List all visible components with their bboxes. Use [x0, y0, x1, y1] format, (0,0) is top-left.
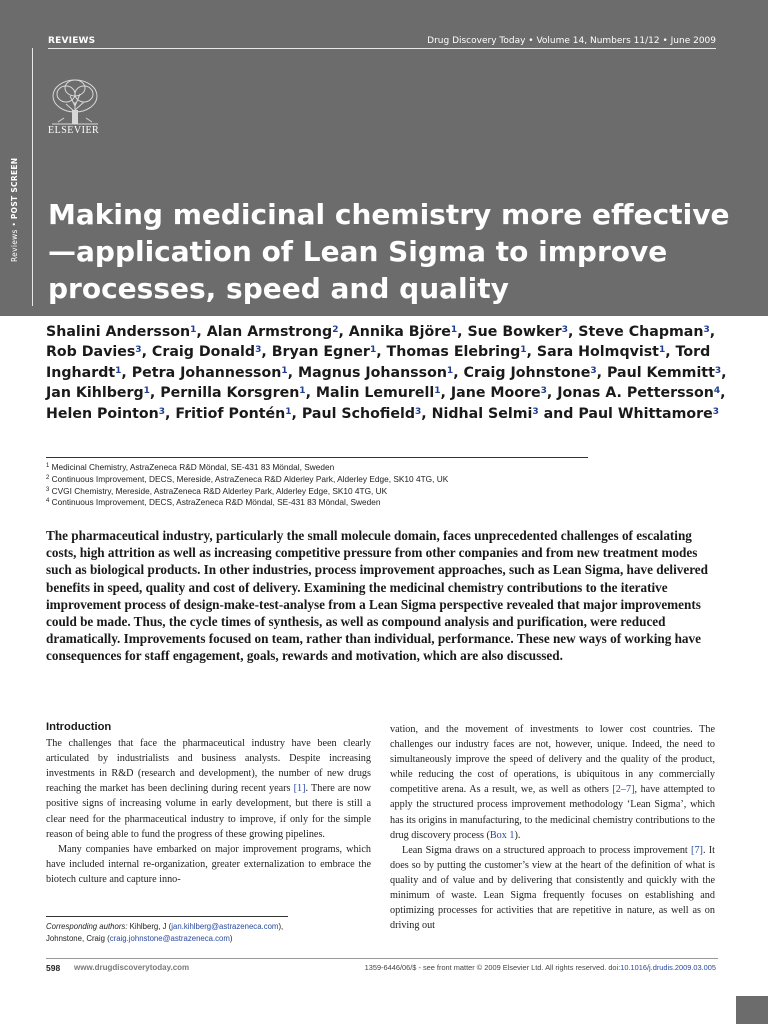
footer-rule [46, 958, 718, 959]
author-name: Craig Johnstone [463, 364, 591, 381]
author-affiliation-marker[interactable]: 1 [369, 345, 377, 356]
page-number: 598 [46, 963, 61, 973]
correspondence-text: ), [278, 922, 284, 931]
author-name: Thomas Elebring [386, 344, 521, 361]
author-affiliation-marker[interactable]: 3 [540, 386, 547, 397]
author-name: Helen Pointon [46, 405, 159, 422]
author-name: Steve Chapman [578, 324, 704, 340]
author-name: Tord Inghardt [46, 344, 711, 381]
author-affiliation-marker[interactable]: 3 [532, 406, 539, 417]
author-affiliation-marker[interactable]: 3 [561, 325, 568, 335]
body-column-left [46, 720, 371, 887]
affiliation-text: Medicinal Chemistry, AstraZeneca R&D Möndal, SE-431 83 Möndal, Sweden [49, 462, 335, 472]
author-name: Shalini Andersson [46, 324, 191, 340]
author-name: Annika Björe [348, 324, 451, 340]
author-affiliation-marker[interactable]: 3 [714, 365, 722, 376]
affiliation-text: CVGI Chemistry, Mereside, AstraZeneca R&D Alderley Park, Alderley Edge, SK10 4TG, UK [49, 485, 388, 496]
affiliation-item [46, 486, 606, 498]
header-vertical-rule [32, 48, 33, 306]
author-name: Craig Donald [151, 344, 256, 361]
side-label-bold: POST SCREEN [10, 157, 19, 220]
citation-link[interactable]: [7] [691, 844, 703, 856]
email-link[interactable]: craig.johnstone@astrazeneca.com [109, 934, 230, 943]
author-name: Sara Holmqvist [536, 344, 659, 361]
side-section-label [10, 158, 19, 262]
author-list: Shalini Andersson$^1$, Alan Armstrong$^2$, Annika Björe$^1$, Sue Bowker$^3$, Steve Chapman$^3$, Rob Davies$^3$, Craig Donald$^3$, Bryan Egner$^1$, Thomas Elebring$^1$, Sara Holmqvist$^1$, Tord Inghardt$^1$, Petra Johannesson$^1$, Magnus Johansson$^1$, Craig Johnstone$^3$, Paul Kemmitt$^3$, Jan Kihlberg$^1$, Pernilla Korsgren$^1$, Malin Lemurell$^1$, Jane Moore$^3$, Jonas A. Pettersson$^4$, Helen Pointon$^3$, Fritiof Pontén$^1$, Paul Schofield$^3$, Nidhal Selmi$^3$ and Paul Whittamore$^3$ [46, 324, 727, 422]
email-link[interactable]: jan.kihlberg@astrazeneca.com [171, 922, 279, 931]
corner-tab [736, 996, 768, 1024]
affiliation-rule [46, 457, 588, 458]
author-affiliation-marker[interactable]: 1 [446, 365, 454, 376]
author-affiliation-marker[interactable]: 1 [285, 406, 292, 417]
paragraph [390, 843, 715, 934]
author-name: Paul Whittamore [578, 405, 713, 422]
author-affiliation-marker[interactable]: 3 [703, 325, 710, 335]
author-affiliation-marker[interactable]: 1 [520, 345, 527, 356]
author-affiliation-marker[interactable]: 1 [143, 386, 150, 397]
paragraph-text: . There are now positive signs of increasing volume in early development, but there is still a clear need for the pharmaceutical industry to improve, if only for the simple reason of being able to fund the progress of these growing pipelines. [46, 783, 371, 840]
author-affiliation-marker[interactable]: 1 [299, 386, 306, 397]
author-affiliation-marker[interactable]: 1 [658, 345, 666, 356]
author-affiliation-marker[interactable]: 1 [190, 325, 197, 335]
doi-link[interactable]: 10.1016/j.drudis.2009.03.005 [620, 963, 716, 972]
author-affiliation-marker[interactable]: 3 [590, 365, 597, 376]
author-affiliation-marker[interactable]: 1 [450, 325, 458, 335]
journal-website-link[interactable]: www.drugdiscoverytoday.com [74, 963, 190, 972]
paragraph [390, 722, 715, 843]
affiliation-number: 4 [46, 498, 50, 505]
paragraph-text: The challenges that face the pharmaceutical industry have been clearly articulated by industrialists and business analysts. Despite increasing investments in R&D (research and development), the number of new drugs reaching the market has been declining during recent years [46, 738, 371, 795]
author-name: Paul Schofield [301, 405, 416, 422]
paragraph-text: Lean Sigma draws on a structured approach to process improvement [402, 844, 692, 856]
author-affiliation-marker[interactable]: 1 [115, 365, 122, 376]
correspondence-name: Kihlberg, J ( [127, 922, 172, 931]
affiliation-text: Continuous Improvement, DECS, AstraZeneca R&D Möndal, SE-431 83 Möndal, Sweden [49, 497, 381, 508]
correspondence-rule [46, 916, 288, 917]
affiliation-item [46, 474, 606, 486]
author-name: Magnus Johansson [297, 364, 447, 381]
author-name: Petra Johannesson [131, 364, 282, 381]
author-name: Alan Armstrong [206, 324, 333, 340]
author-affiliation-marker[interactable]: 4 [713, 386, 721, 397]
author-name: Malin Lemurell [315, 385, 435, 402]
affiliation-number: 3 [46, 486, 50, 493]
author-affiliation-marker[interactable]: 1 [434, 386, 441, 397]
copyright-line [365, 963, 716, 972]
copyright-text: 1359-6446/06/$ - see front matter © 2009 Elsevier Ltd. All rights reserved. doi: [364, 963, 621, 972]
author-name: Bryan Egner [271, 344, 370, 361]
side-label-prefix: Reviews • [10, 219, 19, 262]
author-affiliation-marker[interactable]: 3 [255, 345, 262, 356]
author-name: Nidhal Selmi [431, 405, 533, 422]
affiliation-number: 2 [46, 474, 50, 481]
paragraph-text: ). [514, 829, 521, 841]
author-name: Jan Kihlberg [46, 385, 144, 402]
section-label: REVIEWS [48, 36, 96, 46]
paragraph [46, 736, 371, 842]
publisher-wordmark: ELSEVIER [48, 125, 100, 136]
author-name: Fritiof Pontén [175, 405, 286, 422]
author-name: Pernilla Korsgren [160, 385, 300, 402]
paragraph-text: , have attempted to apply the structured process improvement methodology ‘Lean Sigma’, which has its origins in manufacturing, to the medicinal chemistry contributions to the drug discovery process ( [390, 784, 715, 841]
author-name: Jane Moore [450, 385, 541, 402]
author-name: Sue Bowker [467, 324, 562, 340]
article-title: Making medicinal chemistry more effective—application of Lean Sigma to improve processes, speed and quality [48, 198, 730, 305]
author-name: Rob Davies [46, 344, 136, 361]
author-affiliation-marker[interactable]: 3 [712, 406, 720, 417]
abstract: The pharmaceutical industry, particularly the small molecule domain, faces unprecedented challenges of escalating costs, high attrition as well as increasing competitive pressure from other companies and from new treatment modes such as biological products. In other industries, process improvement approaches, such as Lean Sigma, have delivered benefits in speed, quality and cost of delivery. Examining the medicinal chemistry contributions to the iterative improvement process of design-make-test-analyse from a Lean Sigma perspective revealed that major improvements could be made. Thus, the cycle times of synthesis, as well as compound analysis and purification, were reduced dramatically. Improvements focused on team, rather than individual, performance. These new ways of working have consequences for staff engagement, goals, rewards and motivation, which are also discussed. [46, 528, 708, 664]
affiliation-number: 1 [46, 463, 50, 469]
box-link[interactable]: Box 1 [489, 829, 515, 841]
correspondence-text: ) [229, 934, 233, 943]
correspondence-label: Corresponding authors: [46, 922, 128, 931]
paragraph-text: vation, and the movement of investments to lower cost countries. The challenges our industry faces are not, however, unique. Indeed, the need to simultaneously improve the speed of delivery and the quality of the product, while reducing the cost of operations, is ubiquitous in any commercially competitive arena. As a result, we, as well as others [390, 724, 715, 796]
affiliation-item [46, 462, 606, 474]
paragraph-text: . It does so by putting the customer’s view at the heart of the definition of what is quality and of value and by delivering that consistently and quickly with the minimum of waste. Lean Sigma frequently focuses on establishing and optimizing processes for activities that are repetitive in nature, as well as on driving out [390, 844, 715, 932]
author-affiliation-marker[interactable]: 2 [332, 325, 339, 335]
affiliation-list [46, 462, 606, 509]
section-heading-introduction: Introduction [46, 721, 112, 733]
header-rule [48, 48, 716, 49]
affiliation-text: Continuous Improvement, DECS, Mereside, AstraZeneca R&D Alderley Park, Alderley Edge, SK10 4TG, UK [49, 473, 449, 484]
journal-citation: Drug Discovery Today • Volume 14, Numbers 11/12 • June 2009 [427, 36, 716, 46]
paragraph: Many companies have embarked on major improvement programs, which have included internal re-organization, greater externalization to embrace the biotech culture and capture inno- [46, 843, 371, 885]
author-affiliation-marker[interactable]: 1 [281, 365, 288, 376]
author-affiliation-marker[interactable]: 3 [415, 406, 422, 417]
author-affiliation-marker[interactable]: 3 [135, 345, 142, 356]
affiliation-item [46, 497, 606, 509]
body-column-right [390, 722, 715, 933]
correspondence-note [46, 921, 366, 945]
correspondence-name: Johnstone, Craig ( [46, 934, 110, 943]
citation-link[interactable]: [1] [293, 783, 306, 795]
author-name: Paul Kemmitt [607, 364, 715, 381]
author-name: Jonas A. Pettersson [557, 385, 714, 402]
citation-link[interactable]: [2–7] [612, 784, 635, 796]
author-affiliation-marker[interactable]: 3 [158, 406, 166, 417]
